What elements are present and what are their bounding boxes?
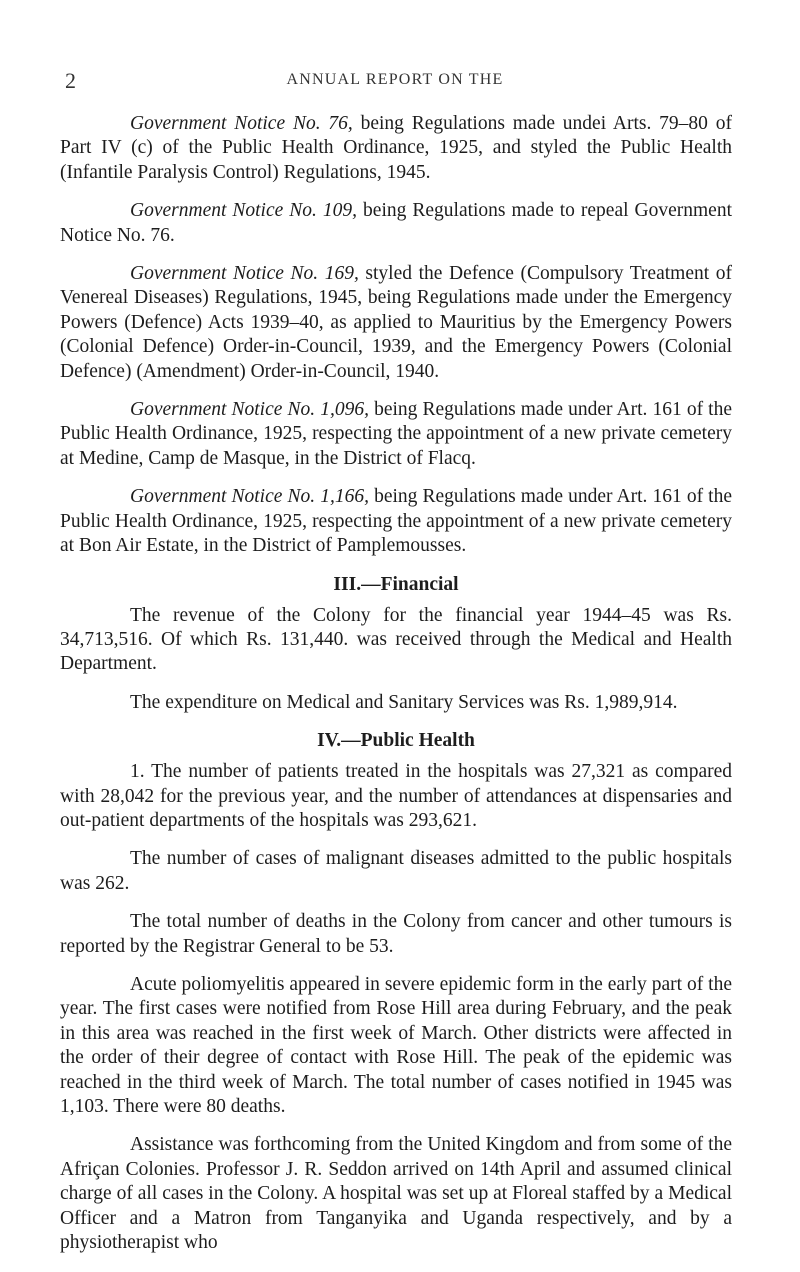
financial-paragraph: The revenue of the Colony for the financial year 1944–45 was Rs. 34,713,516. Of which Rs. 131,440. was received through the Medical and Health Department. bbox=[60, 604, 732, 675]
notice-paragraph bbox=[60, 262, 732, 384]
section-heading-public-health: IV.—Public Health bbox=[317, 730, 475, 752]
notice-title: Government Notice No. 76, bbox=[130, 113, 353, 134]
public-health-paragraph: 1. The number of patients treated in the hospitals was 27,321 as compared with 28,042 for the previous year, and the number of attendances at dispensaries and out-patient departments of the hospitals was 293,621. bbox=[60, 761, 732, 831]
section-heading-financial: III.—Financial bbox=[333, 573, 459, 595]
financial-paragraph: The expenditure on Medical and Sanitary Services was Rs. 1,989,914. bbox=[130, 691, 678, 713]
report-body bbox=[60, 112, 732, 1269]
page-number: 2 bbox=[65, 68, 76, 93]
public-health-paragraph: The total number of deaths in the Colony from cancer and other tumours is reported by the Registrar General to be 53. bbox=[60, 911, 732, 957]
notice-text: styled the Defence (Compulsory Treatment of Venereal Diseases) Regulations, 1945, being Regulations made under the Emergency Powers (Defence) Acts 1939–40, as applied to Mauritius by the Emergency Powers (Colonial Defence) Order-in-Council, 1939, and the Emergency Powers (Colonial Defence) (Amendment) Order-in-Council, 1940. bbox=[60, 263, 732, 382]
notice-paragraph bbox=[60, 199, 732, 248]
notice-text: being Regulations made under Art. 161 of the Public Health Ordinance, 1925, respecting the appointment of a new private cemetery at Medine, Camp de Masque, in the District of Flacq. bbox=[60, 399, 733, 469]
notice-paragraph bbox=[60, 112, 732, 185]
public-health-paragraph: The number of cases of malignant diseases admitted to the public hospitals was 262. bbox=[60, 848, 732, 894]
notice-title: Government Notice No. 109, bbox=[130, 200, 358, 222]
notice-text: being Regulations made to repeal Government Notice No. 76. bbox=[60, 200, 733, 246]
notice-title: Government Notice No. 1,166, bbox=[130, 486, 369, 508]
page-header bbox=[60, 0, 730, 100]
notice-paragraph bbox=[60, 485, 732, 558]
notice-title: Government Notice No. 169, bbox=[130, 263, 359, 285]
notice-text: being Regulations made under Art. 161 of the Public Health Ordinance, 1925, respecting the appointment of a new private cemetery at Bon Air Estate, in the District of Pamplemousses. bbox=[60, 486, 733, 557]
public-health-paragraph: Assistance was forthcoming from the United Kingdom and from some of the Afriçan Colonies. Professor J. R. Seddon arrived on 14th April and assumed clinical charge of all cases in the Colony. A hospital was set up at Floreal staffed by a Medical Officer and a Matron from Tanganyika and Uganda respectively, and by a physiotherapist who bbox=[60, 1134, 732, 1254]
running-title: ANNUAL REPORT ON THE bbox=[286, 71, 504, 88]
public-health-paragraph: Acute poliomyelitis appeared in severe epidemic form in the early part of the year. The first cases were notified from Rose Hill area during February, and the peak in this area was reached in the first week of March. Other districts were affected in the order of their degree of contact with Rose Hill. The peak of the epidemic was reached in the third week of March. The total number of cases notified in 1945 was 1,103. There were 80 deaths. bbox=[60, 973, 732, 1117]
notice-title: Government Notice No. 1,096, bbox=[130, 399, 369, 421]
notice-text: being Regulations made undei Arts. 79–80 of Part IV (c) of the Public Health Ordinance, 1925, and styled the Public Health (Infantile Paralysis Control) Regulations, 1945. bbox=[60, 113, 732, 183]
notice-paragraph bbox=[60, 398, 732, 471]
